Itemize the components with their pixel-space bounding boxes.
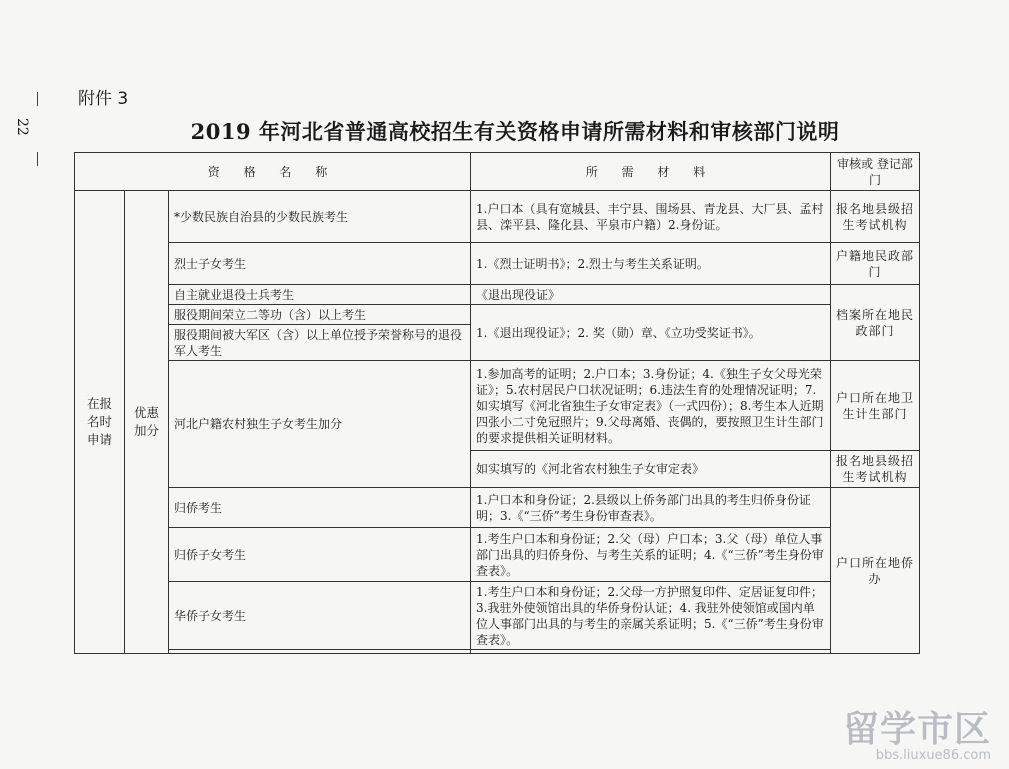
qualification-table	[74, 152, 920, 654]
materials-cell: 1.考生户口本和身份证；2.父（母）户口本；3.父（母）单位人事部门出具的归侨身份、与考生关系的证明；4.《“三侨”考生身份审查表》。	[471, 528, 831, 582]
empty-cell	[471, 650, 831, 654]
table-row	[75, 528, 920, 582]
department-cell: 户口所在地侨办	[831, 488, 920, 654]
group-label-cell: 在报名时申请	[75, 191, 125, 654]
qualification-name: 归侨考生	[169, 488, 471, 528]
qualification-name: 归侨子女考生	[169, 528, 471, 582]
materials-cell: 1.参加高考的证明；2.户口本；3.身份证；4.《独生子女父母光荣证》；5.农村居民户口状况证明；6.违法生育的处理情况证明；7.如实填写《河北省独生子女审定表》（一式四份）；8.考生本人近期四张小二寸免冠照片；9.父母离婚、丧偶的，要按照卫生计生部门的要求提供相关证明材料。	[471, 361, 831, 451]
qualification-name: *少数民族自治县的少数民族考生	[169, 191, 471, 243]
table-header-row	[75, 153, 920, 191]
materials-cell: 1.《烈士证明书》；2.烈士与考生关系证明。	[471, 243, 831, 285]
watermark-logo: 留学市区	[842, 709, 991, 750]
attachment-label: 附件 3	[78, 89, 129, 109]
qualification-name: 自主就业退役士兵考生	[169, 285, 471, 305]
table-row	[75, 361, 920, 451]
department-cell: 报名地县级招生考试机构	[831, 451, 920, 488]
header-department: 审核或 登记部门	[831, 153, 920, 191]
page-number: 22	[14, 118, 30, 136]
qualification-name: 服役期间荣立二等功（含）以上考生	[169, 305, 471, 325]
table-row	[75, 488, 920, 528]
margin-rule-top	[37, 92, 38, 106]
materials-cell: 1.户口本和身份证；2.县级以上侨务部门出具的考生归侨身份证明；3.《“三侨”考生身份审查表》。	[471, 488, 831, 528]
department-cell: 档案所在地民政部门	[831, 285, 920, 361]
margin-rule-bottom	[37, 152, 38, 166]
watermark-url: bbs.liuxue86.com	[875, 748, 991, 763]
table-row	[75, 243, 920, 285]
table-row	[75, 285, 920, 305]
department-cell: 户口所在地卫生计生部门	[831, 361, 920, 451]
qualification-name: 华侨子女考生	[169, 582, 471, 650]
qualification-name: 烈士子女考生	[169, 243, 471, 285]
department-cell: 户籍地民政部门	[831, 243, 920, 285]
materials-cell: 《退出现役证》	[471, 285, 831, 305]
materials-cell: 1.考生户口本和身份证；2.父母一方护照复印件、定居证复印件；3.我驻外使领馆出具的华侨身份认证；4. 我驻外使领馆或国内单位人事部门出具的与考生的亲属关系证明；5.《“三侨”考生身份审查表》。	[471, 582, 831, 650]
qualification-name: 服役期间被大军区（含）以上单位授予荣誉称号的退役军人考生	[169, 325, 471, 361]
table-row	[75, 582, 920, 650]
table-row	[75, 191, 920, 243]
header-qualification: 资 格 名 称	[75, 153, 471, 191]
materials-cell: 1.户口本（具有宽城县、丰宁县、围场县、青龙县、大厂县、孟村县、滦平县、隆化县、平泉市户籍）2.身份证。	[471, 191, 831, 243]
table-row-spacer	[75, 650, 920, 654]
watermark	[843, 701, 991, 763]
materials-cell: 如实填写的《河北省农村独生子女审定表》	[471, 451, 831, 488]
header-materials: 所 需 材 料	[471, 153, 831, 191]
department-cell: 报名地县级招生考试机构	[831, 191, 920, 243]
materials-cell: 1.《退出现役证》；2. 奖（勋）章、《立功受奖证书》。	[471, 305, 831, 361]
empty-cell	[169, 650, 471, 654]
table-row	[75, 305, 920, 325]
subgroup-label-cell: 优惠加分	[125, 191, 169, 654]
document-title: 2019 年河北省普通高校招生有关资格申请所需材料和审核部门说明	[190, 119, 840, 144]
qualification-name: 河北户籍农村独生子女考生加分	[169, 361, 471, 488]
